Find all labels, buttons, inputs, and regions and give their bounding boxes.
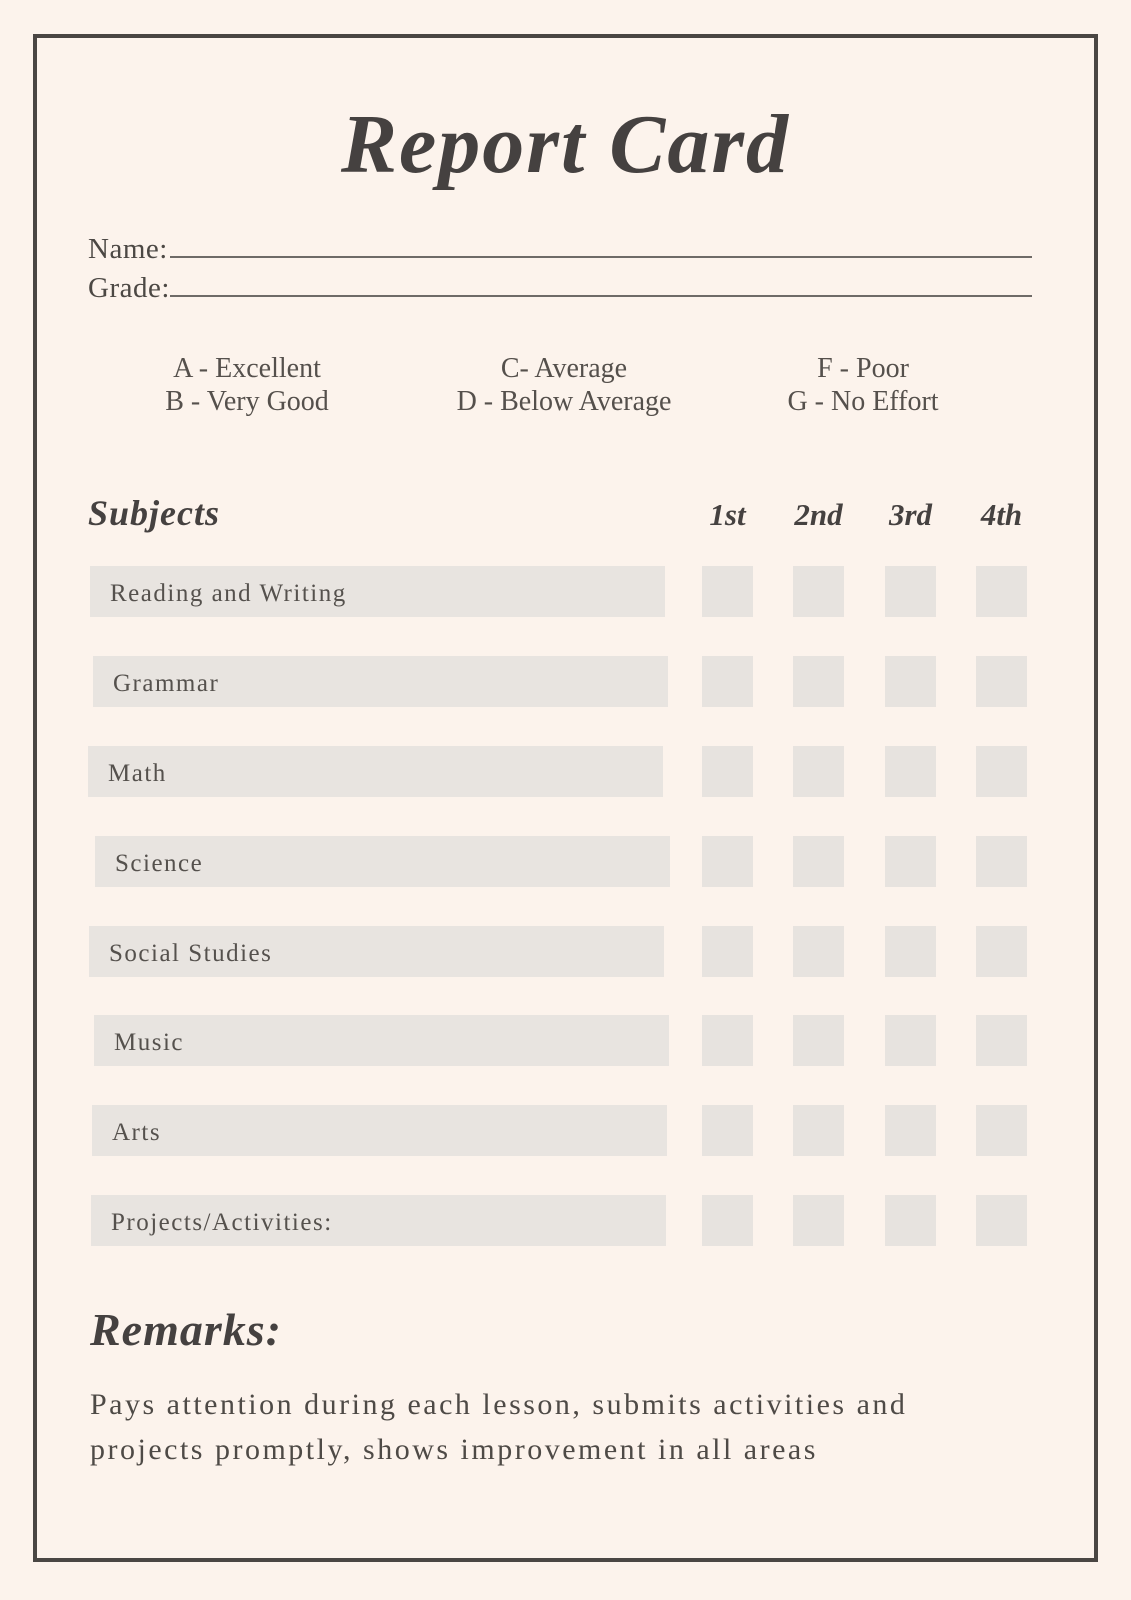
page-title: Report Card	[340, 98, 791, 191]
subject-bar	[88, 746, 663, 797]
table-row	[0, 746, 1131, 797]
grade-g-label: G - No Effort	[787, 386, 939, 417]
grade-cell[interactable]	[885, 566, 936, 617]
grade-cell[interactable]	[793, 566, 844, 617]
grade-cell[interactable]	[793, 656, 844, 707]
subject-bar	[91, 1195, 666, 1246]
subject-label: Projects/Activities:	[111, 1208, 333, 1236]
subject-label: Reading and Writing	[110, 579, 347, 607]
grade-cell[interactable]	[885, 746, 936, 797]
quarter-header-4th: 4th	[980, 497, 1023, 532]
grade-c-label: C- Average	[500, 353, 628, 384]
grade-cell[interactable]	[976, 1105, 1027, 1156]
grade-f-label: F - Poor	[817, 353, 909, 384]
subject-bar	[93, 656, 668, 707]
grade-cell[interactable]	[976, 926, 1027, 977]
grade-cell[interactable]	[885, 1195, 936, 1246]
grade-cell[interactable]	[885, 926, 936, 977]
grade-cell[interactable]	[976, 1195, 1027, 1246]
grade-cell[interactable]	[793, 836, 844, 887]
quarter-header-2nd: 2nd	[794, 497, 843, 532]
grade-label: Grade:	[88, 272, 170, 304]
name-line[interactable]	[170, 256, 1032, 258]
subject-bar	[94, 1015, 669, 1066]
subject-label: Arts	[112, 1118, 162, 1146]
grade-cell[interactable]	[702, 836, 753, 887]
grade-cell[interactable]	[885, 656, 936, 707]
grade-cell[interactable]	[885, 1015, 936, 1066]
grade-cell[interactable]	[793, 1015, 844, 1066]
table-row	[0, 1195, 1131, 1246]
grade-cell[interactable]	[976, 566, 1027, 617]
subject-label: Science	[115, 849, 204, 877]
grade-cell[interactable]	[702, 1195, 753, 1246]
subject-label: Music	[114, 1028, 184, 1056]
subject-bar	[90, 566, 665, 617]
grade-cell[interactable]	[976, 746, 1027, 797]
subject-bar	[92, 1105, 667, 1156]
grade-line[interactable]	[170, 295, 1032, 297]
table-row	[0, 1105, 1131, 1156]
grade-cell[interactable]	[793, 1195, 844, 1246]
grade-cell[interactable]	[885, 836, 936, 887]
table-row	[0, 1015, 1131, 1066]
grade-cell[interactable]	[702, 926, 753, 977]
subject-bar	[95, 836, 670, 887]
table-row	[0, 566, 1131, 617]
quarter-header-3rd: 3rd	[888, 497, 933, 532]
remarks-text-line-1: Pays attention during each lesson, submits activities and	[90, 1388, 908, 1421]
grading-scale-col-3	[787, 352, 938, 418]
table-row	[0, 836, 1131, 887]
grade-b-label: B - Very Good	[165, 386, 329, 417]
subject-bar	[89, 926, 664, 977]
subjects-heading: Subjects	[88, 493, 221, 533]
grade-a-label: A - Excellent	[173, 353, 321, 384]
grade-cell[interactable]	[976, 836, 1027, 887]
grade-cell[interactable]	[702, 566, 753, 617]
subject-label: Grammar	[113, 669, 220, 697]
name-label: Name:	[88, 233, 168, 265]
grade-cell[interactable]	[793, 746, 844, 797]
grade-cell[interactable]	[702, 1105, 753, 1156]
grade-cell[interactable]	[976, 1015, 1027, 1066]
grading-scale-col-2	[457, 352, 672, 418]
grade-cell[interactable]	[976, 656, 1027, 707]
grade-cell[interactable]	[702, 746, 753, 797]
grade-cell[interactable]	[702, 656, 753, 707]
table-row	[0, 656, 1131, 707]
remarks-text-line-2: projects promptly, shows improvement in all areas	[90, 1433, 818, 1466]
subject-label: Social Studies	[109, 939, 273, 967]
table-row	[0, 926, 1131, 977]
subject-label: Math	[108, 759, 167, 787]
grade-cell[interactable]	[702, 1015, 753, 1066]
quarter-header-1st: 1st	[709, 497, 746, 532]
remarks-heading: Remarks:	[90, 1304, 282, 1355]
grade-d-label: D - Below Average	[456, 386, 672, 417]
grade-cell[interactable]	[793, 1105, 844, 1156]
grade-cell[interactable]	[885, 1105, 936, 1156]
grade-cell[interactable]	[793, 926, 844, 977]
grading-scale-col-1	[165, 352, 329, 418]
